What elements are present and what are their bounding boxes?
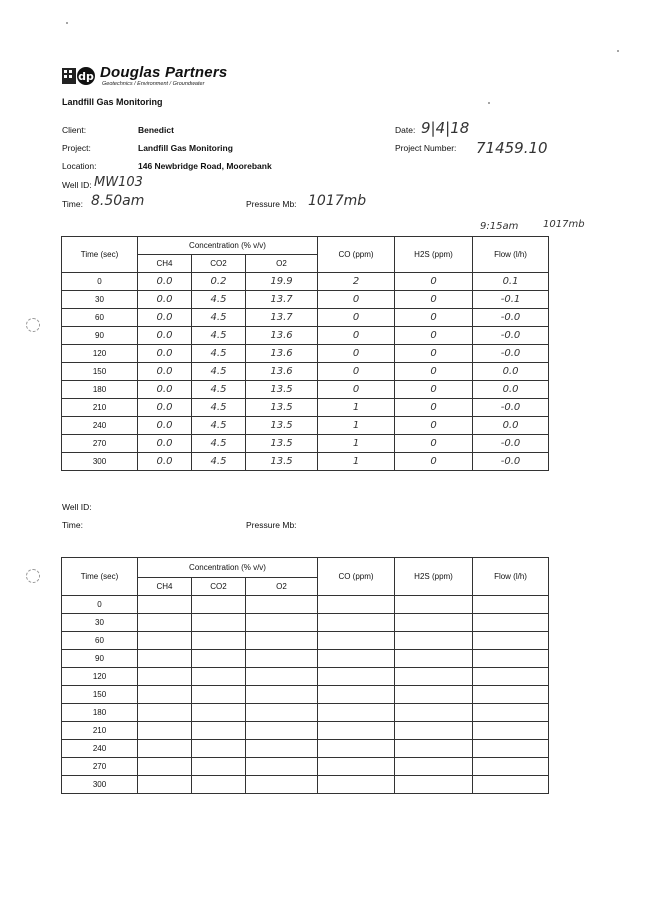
ch4-cell [138,722,192,740]
co-cell: 0 [318,327,395,345]
co-cell: 0 [318,363,395,381]
date-value: 9|4|18 [421,119,470,137]
ch4-cell: 0.0 [138,453,192,471]
table-row [62,345,549,363]
table-row [62,776,549,794]
gas-table-2 [61,557,549,794]
co-cell [318,650,395,668]
co2-cell [192,632,246,650]
flow-cell: 0.0 [473,363,549,381]
location-label: Location: [62,161,97,171]
o2-cell: 13.5 [246,453,318,471]
co-cell: 0 [318,381,395,399]
h2s-cell: 0 [395,291,473,309]
punch-hole-icon [26,318,40,332]
co2-cell [192,614,246,632]
table-row [62,273,549,291]
h2s-cell: 0 [395,363,473,381]
co2-cell [192,776,246,794]
time-label-1: Time: [62,199,83,209]
co2-cell: 4.5 [192,345,246,363]
note-time: 9:15am [480,221,519,232]
table-row [62,704,549,722]
co2-cell [192,722,246,740]
co-cell [318,668,395,686]
o2-cell [246,632,318,650]
co-cell: 1 [318,399,395,417]
co-cell [318,758,395,776]
h2s-cell [395,704,473,722]
co-cell: 0 [318,345,395,363]
scan-speck [66,22,68,24]
o2-cell [246,704,318,722]
time-cell: 180 [62,381,138,399]
co2-cell: 4.5 [192,417,246,435]
h2s-cell [395,722,473,740]
h2s-cell: 0 [395,381,473,399]
h2s-cell: 0 [395,399,473,417]
punch-hole-icon [26,569,40,583]
o2-cell: 13.6 [246,327,318,345]
co2-cell [192,596,246,614]
ch4-cell: 0.0 [138,309,192,327]
flow-cell [473,722,549,740]
o2-cell [246,686,318,704]
co2-cell [192,740,246,758]
o2-cell [246,722,318,740]
scan-speck [617,50,619,52]
co2-cell: 4.5 [192,327,246,345]
co2-cell [192,686,246,704]
table-row [62,722,549,740]
table-row [62,632,549,650]
o2-cell: 13.7 [246,291,318,309]
table-row [62,596,549,614]
co-cell: 1 [318,453,395,471]
o2-cell: 13.7 [246,309,318,327]
time-cell: 120 [62,668,138,686]
header-co: CO (ppm) [318,558,395,596]
co-cell: 0 [318,291,395,309]
flow-cell: -0.0 [473,345,549,363]
co-cell: 1 [318,435,395,453]
h2s-cell [395,650,473,668]
time-cell: 60 [62,632,138,650]
flow-cell: 0.0 [473,417,549,435]
time-cell: 90 [62,327,138,345]
h2s-cell [395,632,473,650]
co-cell: 1 [318,417,395,435]
note-pressure: 1017mb [543,219,585,230]
table-row [62,309,549,327]
ch4-cell: 0.0 [138,363,192,381]
time-cell: 240 [62,740,138,758]
ch4-cell: 0.0 [138,435,192,453]
flow-cell [473,758,549,776]
project-number-value: 71459.10 [476,139,548,157]
header-co2: CO2 [192,255,246,273]
co2-cell: 4.5 [192,399,246,417]
time-cell: 270 [62,435,138,453]
header-o2: O2 [246,578,318,596]
table-row [62,363,549,381]
ch4-cell [138,668,192,686]
co2-cell [192,668,246,686]
time-cell: 0 [62,273,138,291]
flow-cell: -0.0 [473,309,549,327]
time-cell: 0 [62,596,138,614]
flow-cell [473,632,549,650]
header-flow: Flow (l/h) [473,237,549,273]
table-row [62,399,549,417]
flow-cell: 0.0 [473,381,549,399]
time-label-2: Time: [62,520,83,530]
ch4-cell [138,758,192,776]
header-o2: O2 [246,255,318,273]
ch4-cell: 0.0 [138,381,192,399]
co2-cell: 4.5 [192,309,246,327]
h2s-cell [395,758,473,776]
header-flow: Flow (l/h) [473,558,549,596]
flow-cell [473,596,549,614]
co2-cell: 4.5 [192,453,246,471]
table-row [62,327,549,345]
co2-cell [192,704,246,722]
pressure-label-2: Pressure Mb: [246,520,297,530]
ch4-cell [138,686,192,704]
o2-cell [246,614,318,632]
location-value: 146 Newbridge Road, Moorebank [138,161,272,171]
pressure-label-1: Pressure Mb: [246,199,297,209]
h2s-cell: 0 [395,417,473,435]
co-cell [318,686,395,704]
co2-cell [192,758,246,776]
time-cell: 90 [62,650,138,668]
table-row [62,435,549,453]
o2-cell: 13.5 [246,399,318,417]
header-concentration: Concentration (% v/v) [138,237,318,255]
ch4-cell [138,650,192,668]
time-value-1: 8.50am [91,193,145,209]
h2s-cell [395,776,473,794]
co-cell [318,632,395,650]
flow-cell [473,614,549,632]
table-row [62,740,549,758]
flow-cell [473,686,549,704]
flow-cell: -0.0 [473,435,549,453]
co-cell [318,704,395,722]
flow-cell [473,776,549,794]
time-cell: 270 [62,758,138,776]
flow-cell [473,650,549,668]
flow-cell [473,740,549,758]
ch4-cell: 0.0 [138,345,192,363]
gas-table-1 [61,236,549,471]
ch4-cell: 0.0 [138,291,192,309]
o2-cell: 13.5 [246,435,318,453]
co2-cell: 4.5 [192,291,246,309]
date-label: Date: [395,125,416,135]
co2-cell: 4.5 [192,381,246,399]
o2-cell: 13.6 [246,363,318,381]
header-h2s: H2S (ppm) [395,237,473,273]
logo-name: Douglas Partners [100,64,228,81]
o2-cell [246,758,318,776]
ch4-cell: 0.0 [138,417,192,435]
co-cell [318,722,395,740]
ch4-cell [138,632,192,650]
co2-cell: 4.5 [192,435,246,453]
co-cell: 2 [318,273,395,291]
o2-cell: 13.6 [246,345,318,363]
project-number-label: Project Number: [395,143,457,153]
time-cell: 300 [62,453,138,471]
co-cell [318,614,395,632]
table-row [62,417,549,435]
flow-cell: -0.0 [473,453,549,471]
co-cell [318,596,395,614]
header-concentration: Concentration (% v/v) [138,558,318,578]
company-logo [62,64,262,90]
co-cell [318,776,395,794]
o2-cell: 19.9 [246,273,318,291]
table-row [62,650,549,668]
table-row [62,686,549,704]
document-title: Landfill Gas Monitoring [62,97,163,107]
table-row [62,668,549,686]
ch4-cell: 0.0 [138,273,192,291]
time-cell: 120 [62,345,138,363]
h2s-cell: 0 [395,435,473,453]
h2s-cell: 0 [395,327,473,345]
table-row [62,758,549,776]
o2-cell: 13.5 [246,417,318,435]
co2-cell: 0.2 [192,273,246,291]
logo-tagline: Geotechnics / Environment / Groundwater [102,81,205,87]
h2s-cell [395,596,473,614]
h2s-cell: 0 [395,345,473,363]
well-id-label-2: Well ID: [62,502,92,512]
project-value: Landfill Gas Monitoring [138,143,233,153]
h2s-cell: 0 [395,273,473,291]
co-cell [318,740,395,758]
flow-cell [473,668,549,686]
h2s-cell: 0 [395,453,473,471]
o2-cell: 13.5 [246,381,318,399]
flow-cell: 0.1 [473,273,549,291]
header-time: Time (sec) [62,558,138,596]
co-cell: 0 [318,309,395,327]
h2s-cell [395,740,473,758]
h2s-cell [395,686,473,704]
ch4-cell [138,596,192,614]
time-cell: 210 [62,399,138,417]
co2-cell [192,650,246,668]
time-cell: 60 [62,309,138,327]
flow-cell: -0.0 [473,399,549,417]
table-row [62,291,549,309]
co2-cell: 4.5 [192,363,246,381]
time-cell: 150 [62,686,138,704]
client-value: Benedict [138,125,174,135]
scan-speck [488,102,490,104]
o2-cell [246,668,318,686]
douglas-partners-logo-icon [62,66,98,86]
o2-cell [246,596,318,614]
flow-cell: -0.0 [473,327,549,345]
header-h2s: H2S (ppm) [395,558,473,596]
well-id-label-1: Well ID: [62,180,92,190]
h2s-cell [395,668,473,686]
pressure-value-1: 1017mb [308,193,367,209]
ch4-cell [138,740,192,758]
table-row [62,381,549,399]
flow-cell: -0.1 [473,291,549,309]
header-co2: CO2 [192,578,246,596]
header-ch4: CH4 [138,578,192,596]
ch4-cell [138,776,192,794]
h2s-cell: 0 [395,309,473,327]
header-ch4: CH4 [138,255,192,273]
table-row [62,453,549,471]
client-label: Client: [62,125,87,135]
ch4-cell [138,614,192,632]
time-cell: 180 [62,704,138,722]
time-cell: 210 [62,722,138,740]
header-time: Time (sec) [62,237,138,273]
ch4-cell [138,704,192,722]
o2-cell [246,776,318,794]
ch4-cell: 0.0 [138,327,192,345]
time-cell: 30 [62,614,138,632]
well-id-value-1: MW103 [94,175,143,190]
time-cell: 300 [62,776,138,794]
svg-text:dp: dp [78,70,94,83]
o2-cell [246,740,318,758]
flow-cell [473,704,549,722]
table-row [62,614,549,632]
h2s-cell [395,614,473,632]
ch4-cell: 0.0 [138,399,192,417]
time-cell: 30 [62,291,138,309]
time-cell: 150 [62,363,138,381]
o2-cell [246,650,318,668]
project-label: Project: [62,143,91,153]
time-cell: 240 [62,417,138,435]
header-co: CO (ppm) [318,237,395,273]
